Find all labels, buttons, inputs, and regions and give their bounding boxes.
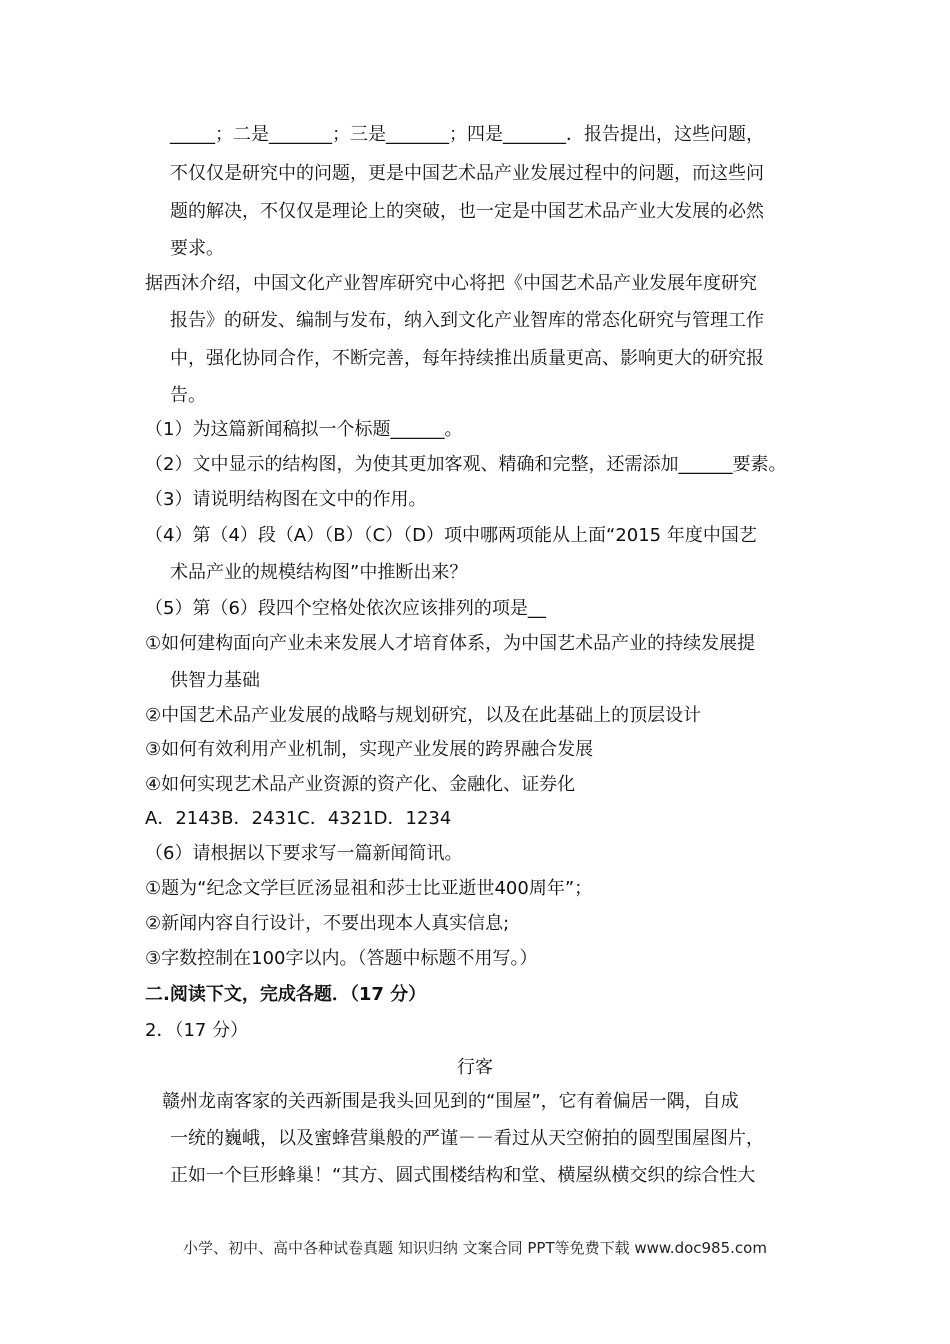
- option-item: ②中国艺术品产业发展的战略与规划研究，以及在此基础上的顶层设计: [145, 705, 702, 726]
- question-5: （5）第（6）段四个空格处依次应该排列的项是__: [145, 598, 546, 619]
- text-line: 题的解决，不仅仅是理论上的突破，也一定是中国艺术品产业大发展的必然: [170, 201, 764, 222]
- text-line: 正如一个巨形蜂巢！“其方、圆式围楼结构和堂、横屋纵横交织的综合性大: [170, 1165, 756, 1186]
- question-4: （4）第（4）段（A）（B）（C）（D）项中哪两项能从上面“2015 年度中国艺: [145, 525, 757, 546]
- question-2: （2）文中显示的结构图，为使其更加客观、精确和完整，还需添加______要素。: [145, 454, 787, 475]
- page-footer: 小学、初中、高中各种试卷真题 知识归纳 文案合同 PPT等免费下载 www.doc985.com: [183, 1239, 767, 1257]
- section-heading: 二.阅读下文，完成各题．（17 分）: [145, 984, 427, 1005]
- text-line: 报告》的研发、编制与发布，纳入到文化产业智库的常态化研究与管理工作: [170, 310, 764, 331]
- option-item: ④如何实现艺术品产业资源的资产化、金融化、证券化: [145, 774, 576, 795]
- text-line: 一统的巍峨，以及蜜蜂营巢般的严谨－－看过从天空俯拍的圆型围屋图片，: [170, 1128, 764, 1149]
- text-line: 供智力基础: [170, 670, 260, 691]
- question-3: （3）请说明结构图在文中的作用。: [145, 489, 427, 510]
- answer-choices: A．2143B．2431C．4321D．1234: [145, 808, 452, 829]
- text-line: 赣州龙南客家的关西新围是我头回见到的“围屋”，它有着偏居一隅，自成: [162, 1091, 739, 1112]
- text-line: 告。: [170, 385, 206, 406]
- requirement-item: ③字数控制在100字以内。（答题中标题不用写。）: [145, 948, 538, 969]
- question-6: （6）请根据以下要求写一篇新闻简讯。: [145, 843, 463, 864]
- text-line: 中，强化协同合作，不断完善，每年持续推出质量更高、影响更大的研究报: [170, 348, 764, 369]
- option-item: ③如何有效利用产业机制，实现产业发展的跨界融合发展: [145, 739, 594, 760]
- text-line: 术品产业的规模结构图”中推断出来？: [170, 562, 468, 583]
- requirement-item: ②新闻内容自行设计，不要出现本人真实信息;: [145, 913, 510, 934]
- text-line: _____；二是_______；三是_______；四是_______．报告提出，这些问题，: [170, 124, 764, 145]
- text-line: 不仅仅是研究中的问题，更是中国艺术品产业发展过程中的问题，而这些问: [170, 163, 764, 184]
- question-1: （1）为这篇新闻稿拟一个标题______。: [145, 419, 463, 440]
- passage-title: 行客: [457, 1057, 493, 1078]
- question-number: 2．（17 分）: [145, 1020, 249, 1041]
- option-item: ①如何建构面向产业未来发展人才培育体系，为中国艺术品产业的持续发展提: [145, 633, 756, 654]
- text-line: 据西沐介绍，中国文化产业智库研究中心将把《中国艺术品产业发展年度研究: [145, 273, 757, 294]
- requirement-item: ①题为“纪念文学巨匠汤显祖和莎士比亚逝世400周年”；: [145, 878, 593, 899]
- text-line: 要求。: [170, 238, 224, 259]
